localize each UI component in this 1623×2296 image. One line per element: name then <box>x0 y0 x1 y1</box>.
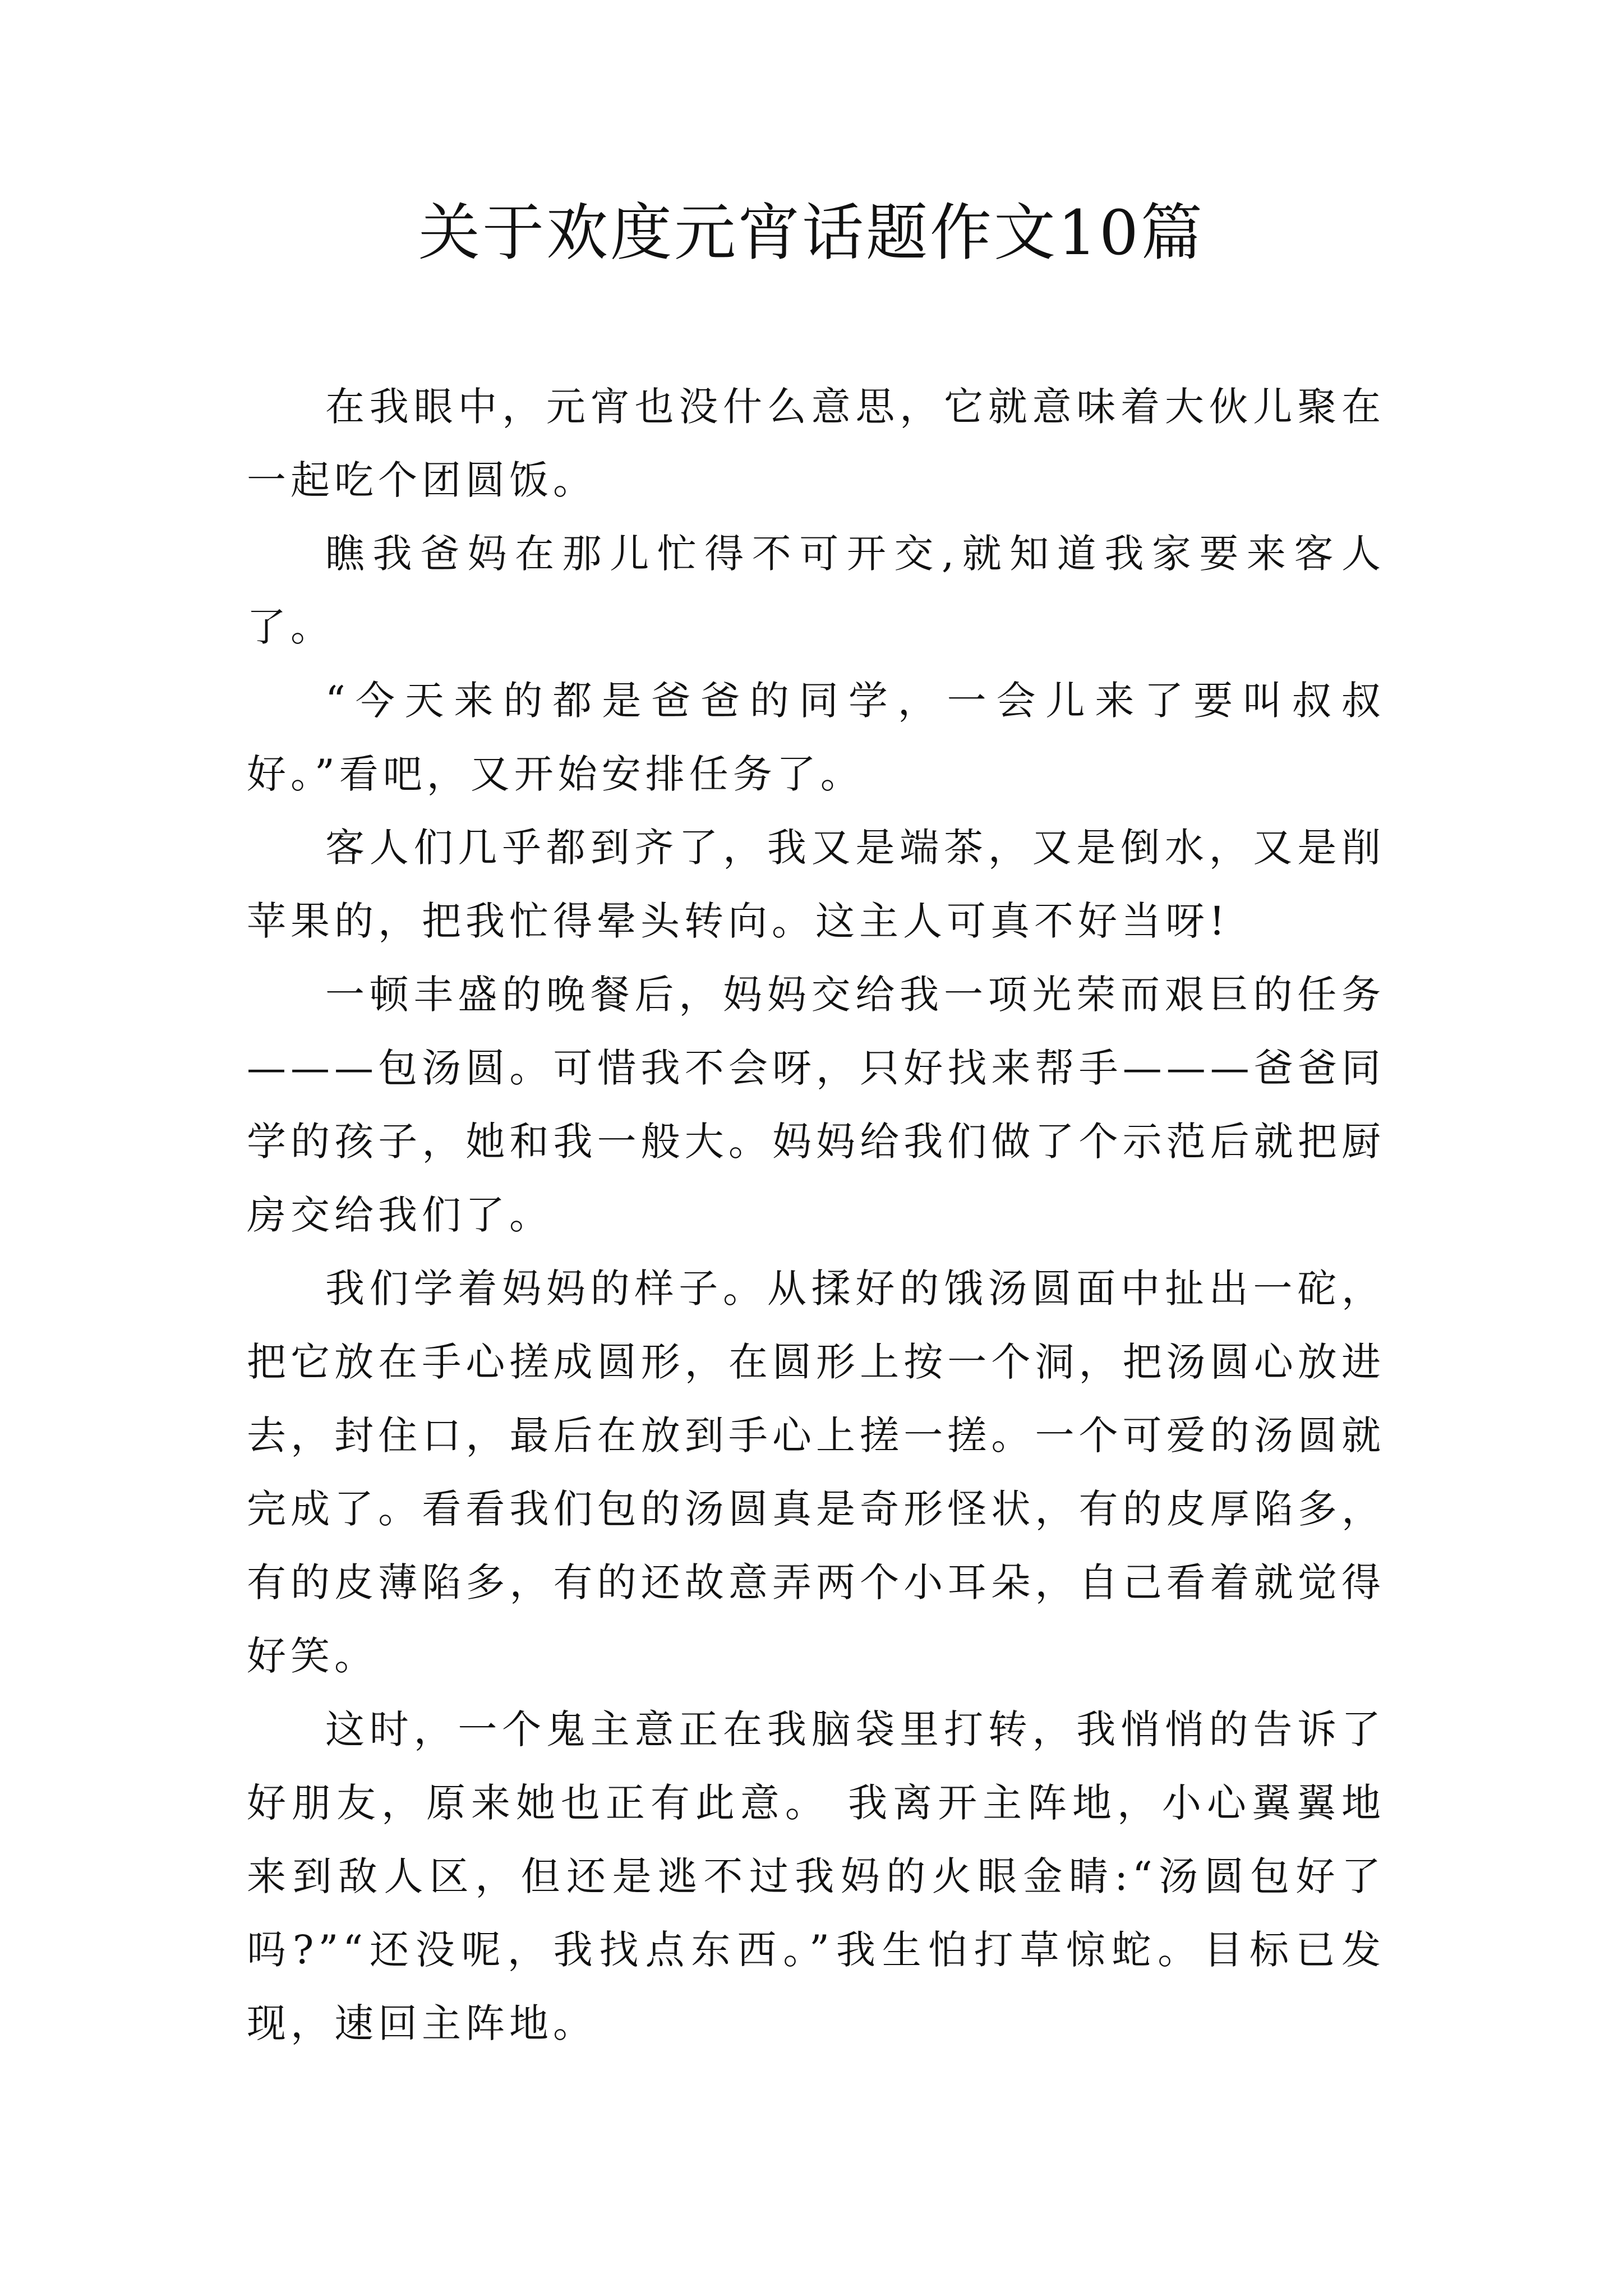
paragraph-5: 一顿丰盛的晚餐后，妈妈交给我一项光荣而艰巨的任务———包汤圆。可惜我不会呀，只好找来帮手———爸爸同学的孩子，她和我一般大。妈妈给我们做了个示范后就把厨房交给我们了。 <box>247 972 1385 1238</box>
paragraph-2: 瞧我爸妈在那儿忙得不可开交,就知道我家要来客人了。 <box>247 531 1385 650</box>
paragraph-3: “今天来的都是爸爸的同学，一会儿来了要叫叔叔好。”看吧，又开始安排任务了。 <box>247 678 1385 797</box>
document-body <box>247 370 1385 2060</box>
paragraph-1: 在我眼中，元宵也没什么意思，它就意味着大伙儿聚在一起吃个团圆饭。 <box>247 384 1385 503</box>
paragraph-4: 客人们几乎都到齐了，我又是端茶，又是倒水，又是削苹果的，把我忙得晕头转向。这主人可真不好当呀! <box>247 825 1385 944</box>
document-title: 关于欢度元宵话题作文10篇 <box>418 197 1205 269</box>
paragraph-7: 这时，一个鬼主意正在我脑袋里打转，我悄悄的告诉了好朋友，原来她也正有此意。 我离开主阵地，小心翼翼地来到敌人区，但还是逃不过我妈的火眼金睛:“汤圆包好了吗?”“还没呢，我找点东西。”我生怕打草惊蛇。目标已发现，速回主阵地。 <box>247 1706 1385 2046</box>
paragraph-6: 我们学着妈妈的样子。从揉好的饿汤圆面中扯出一砣，把它放在手心搓成圆形，在圆形上按一个洞，把汤圆心放进去，封住口，最后在放到手心上搓一搓。一个可爱的汤圆就完成了。看看我们包的汤圆真是奇形怪状，有的皮厚陷多，有的皮薄陷多，有的还故意弄两个小耳朵，自己看着就觉得好笑。 <box>247 1266 1385 1679</box>
